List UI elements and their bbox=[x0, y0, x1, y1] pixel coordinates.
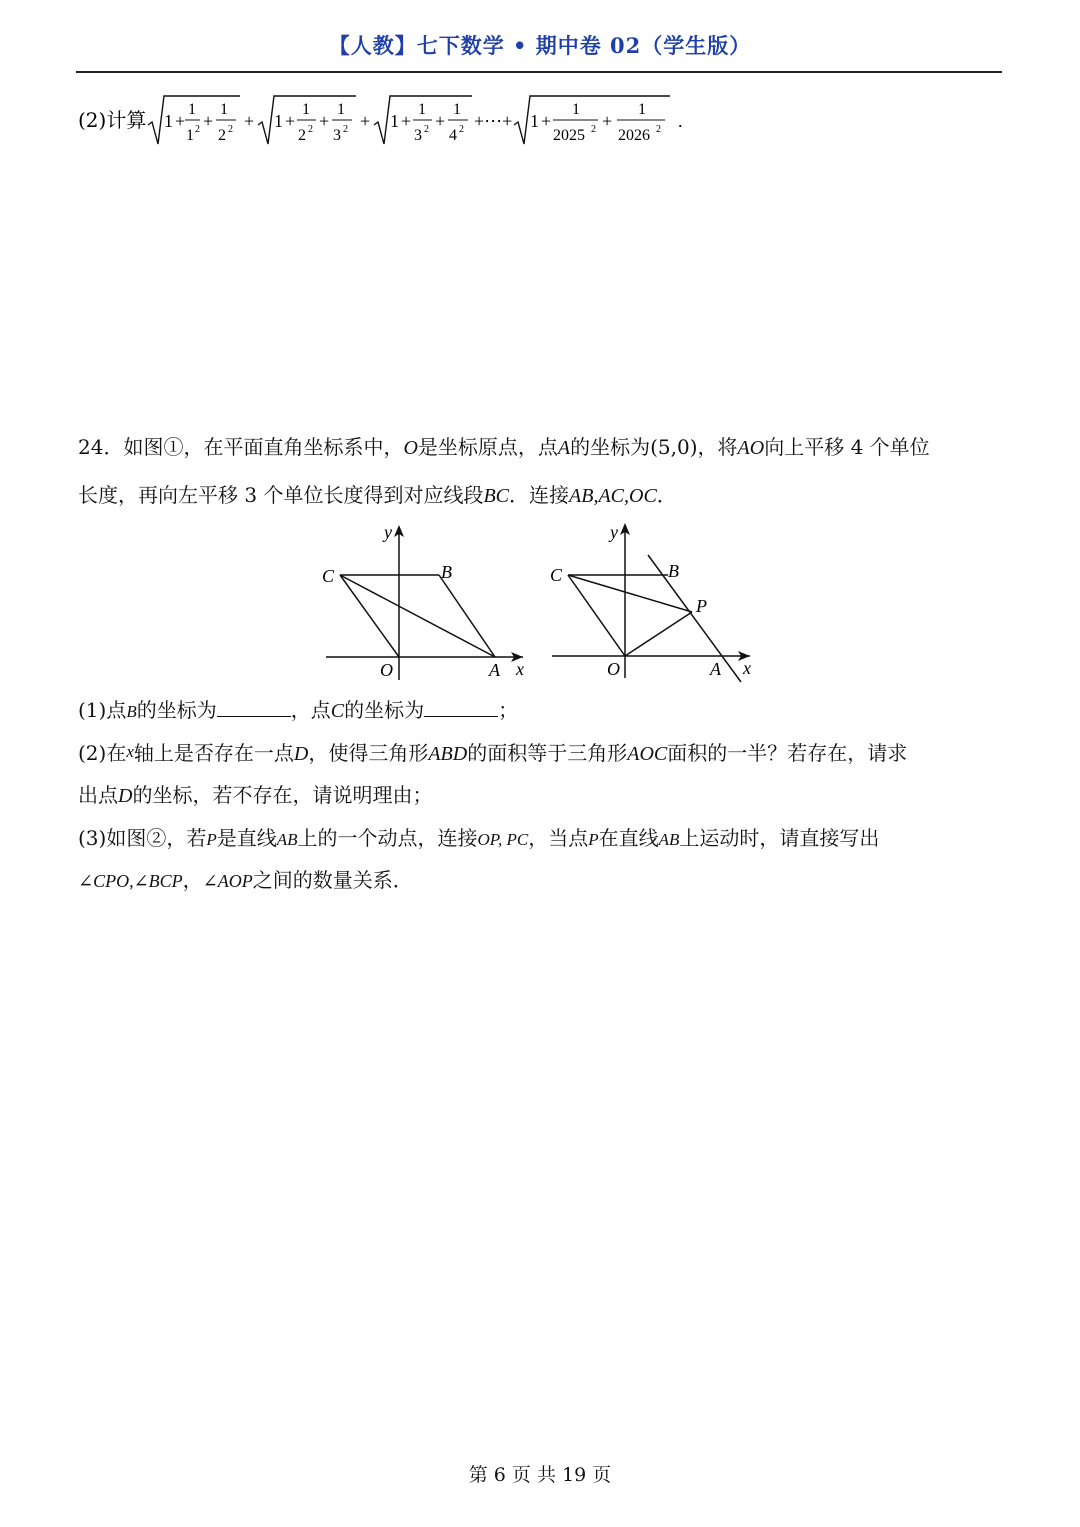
math-var: ∠CPO,∠BCP bbox=[78, 871, 183, 891]
q24-part3-line-1 bbox=[78, 822, 879, 851]
plus-sign: + bbox=[285, 111, 296, 131]
math-var: OP, PC bbox=[477, 830, 529, 849]
exponent: 2 bbox=[459, 124, 464, 135]
label-A: A bbox=[710, 659, 721, 679]
fraction-denominator: 4 bbox=[449, 127, 457, 144]
plus-sign: + bbox=[319, 111, 330, 131]
text: 长度，再向左平移 3 个单位长度得到对应线段 bbox=[78, 483, 484, 507]
text: 出点 bbox=[78, 783, 118, 807]
label-A: A bbox=[489, 660, 500, 680]
label-B: B bbox=[668, 561, 679, 581]
math-var: B bbox=[126, 702, 137, 721]
text: 上的一个动点，连接 bbox=[297, 826, 478, 850]
math-coord: (5,0) bbox=[650, 435, 698, 459]
math-var: AB bbox=[658, 830, 680, 849]
math-var: A bbox=[557, 437, 571, 459]
math-var: AO bbox=[737, 437, 765, 459]
label-y: y bbox=[610, 522, 618, 542]
text: ，当点 bbox=[528, 826, 589, 850]
plus-sign: + bbox=[244, 111, 255, 131]
label-P: P bbox=[696, 596, 707, 616]
label-O: O bbox=[380, 660, 393, 680]
q24-line-1 bbox=[78, 431, 930, 460]
text: ， bbox=[182, 868, 203, 892]
text: 之间的数量关系． bbox=[252, 868, 413, 892]
text: 的坐标为 bbox=[136, 698, 217, 722]
expr-prefix: (2)计算 bbox=[78, 108, 147, 132]
text: 的坐标为 bbox=[570, 435, 651, 459]
fraction-denominator: 2 bbox=[298, 127, 306, 144]
fraction-numerator: 1 bbox=[638, 101, 646, 118]
math-var: P bbox=[588, 830, 599, 849]
exponent: 2 bbox=[343, 124, 348, 135]
text: 轴上是否存在一点 bbox=[133, 741, 294, 765]
plus-sign: + bbox=[203, 111, 214, 131]
label-B: B bbox=[441, 562, 452, 582]
page-header-title: 【人教】七下数学 • 期中卷 02（学生版） bbox=[328, 33, 752, 58]
text: 是坐标原点，点 bbox=[417, 435, 558, 459]
text: (1)点 bbox=[78, 698, 127, 722]
period: . bbox=[678, 111, 683, 131]
fraction-denominator: 3 bbox=[414, 127, 422, 144]
text: 在直线 bbox=[598, 826, 659, 850]
label-O: O bbox=[607, 659, 620, 679]
q24-part3-line-2 bbox=[78, 864, 413, 893]
radical-sum-expression bbox=[78, 92, 718, 152]
text: 的面积等于三角形 bbox=[467, 741, 628, 765]
fraction-denominator: 3 bbox=[333, 127, 341, 144]
fraction-denominator: 2025 bbox=[553, 127, 585, 144]
text: ； bbox=[498, 698, 519, 722]
math-var: AB,AC,OC bbox=[569, 485, 657, 507]
text: ，将 bbox=[697, 435, 738, 459]
radical-term-3 bbox=[374, 96, 472, 144]
plus-sign: + bbox=[435, 111, 446, 131]
label-C: C bbox=[322, 566, 335, 586]
fraction-denominator: 1 bbox=[186, 127, 194, 144]
text: ，使得三角形 bbox=[308, 741, 429, 765]
text: 的坐标，若不存在，请说明理由； bbox=[132, 783, 433, 807]
text: (2)在 bbox=[78, 741, 127, 765]
header-rule bbox=[76, 71, 1002, 73]
q24-part2-line-2 bbox=[78, 779, 432, 808]
math-var: x bbox=[126, 742, 134, 761]
exponent: 2 bbox=[195, 124, 200, 135]
term-one: 1 bbox=[530, 111, 539, 131]
fraction-numerator: 1 bbox=[453, 101, 461, 118]
exponent: 2 bbox=[656, 124, 661, 135]
fraction-numerator: 1 bbox=[302, 101, 310, 118]
exponent: 2 bbox=[228, 124, 233, 135]
math-var: ABD bbox=[428, 743, 468, 765]
math-var: D bbox=[293, 743, 309, 765]
figure-1 bbox=[320, 518, 535, 683]
math-var: AOC bbox=[627, 743, 668, 765]
text: 的坐标为 bbox=[344, 698, 425, 722]
fraction-numerator: 1 bbox=[418, 101, 426, 118]
q24-part2-line-1 bbox=[78, 737, 907, 766]
segment-CA bbox=[340, 575, 495, 657]
math-var: AB bbox=[276, 830, 298, 849]
text: (3)如图②，若 bbox=[78, 826, 207, 850]
exponent: 2 bbox=[591, 124, 596, 135]
math-var: D bbox=[118, 785, 133, 807]
plus-sign: + bbox=[175, 111, 186, 131]
exponent: 2 bbox=[424, 124, 429, 135]
segment-OP bbox=[625, 612, 692, 656]
fraction-denominator: 2026 bbox=[618, 127, 650, 144]
plus-sign: + bbox=[360, 111, 371, 131]
plus-sign: + bbox=[541, 111, 552, 131]
radical-term-last bbox=[514, 96, 670, 144]
text: ．连接 bbox=[509, 483, 570, 507]
answer-blank-C[interactable] bbox=[424, 702, 498, 717]
text: 24．如图①，在平面直角坐标系中， bbox=[78, 435, 404, 459]
radical-term-2 bbox=[258, 96, 356, 144]
figure-2 bbox=[548, 518, 763, 688]
fraction-numerator: 1 bbox=[337, 101, 345, 118]
segment-CO bbox=[568, 575, 625, 656]
text: 是直线 bbox=[216, 826, 277, 850]
text: 向上平移 4 个单位 bbox=[764, 435, 930, 459]
fraction-numerator: 1 bbox=[220, 101, 228, 118]
line-AB bbox=[648, 555, 741, 682]
math-var: BC bbox=[483, 485, 510, 507]
math-var: ∠AOP bbox=[202, 871, 253, 891]
label-x: x bbox=[516, 659, 524, 679]
math-var: P bbox=[206, 830, 217, 849]
exponent: 2 bbox=[308, 124, 313, 135]
q24-part1 bbox=[78, 694, 518, 723]
math-var: O bbox=[403, 437, 418, 459]
fraction-numerator: 1 bbox=[188, 101, 196, 118]
label-x: x bbox=[743, 658, 751, 678]
radical-term-1 bbox=[148, 96, 240, 144]
text: ． bbox=[656, 483, 677, 507]
segment-BA bbox=[439, 575, 495, 657]
plus-sign: + bbox=[602, 111, 613, 131]
fraction-denominator: 2 bbox=[218, 127, 226, 144]
math-var: C bbox=[330, 700, 345, 722]
q24-line-2 bbox=[78, 479, 677, 508]
label-C: C bbox=[550, 565, 563, 585]
term-one: 1 bbox=[164, 111, 173, 131]
text: 上运动时，请直接写出 bbox=[679, 826, 880, 850]
answer-blank-B[interactable] bbox=[217, 702, 291, 717]
page-footer: 第 6 页 共 19 页 bbox=[468, 1464, 612, 1486]
plus-sign: + bbox=[401, 111, 412, 131]
text: 面积的一半？若存在，请求 bbox=[667, 741, 908, 765]
term-one: 1 bbox=[390, 111, 399, 131]
fraction-numerator: 1 bbox=[572, 101, 580, 118]
term-one: 1 bbox=[274, 111, 283, 131]
ellipsis-sign: +⋯+ bbox=[474, 111, 513, 131]
segment-CO bbox=[340, 575, 399, 657]
text: ，点 bbox=[290, 698, 331, 722]
label-y: y bbox=[384, 522, 392, 542]
